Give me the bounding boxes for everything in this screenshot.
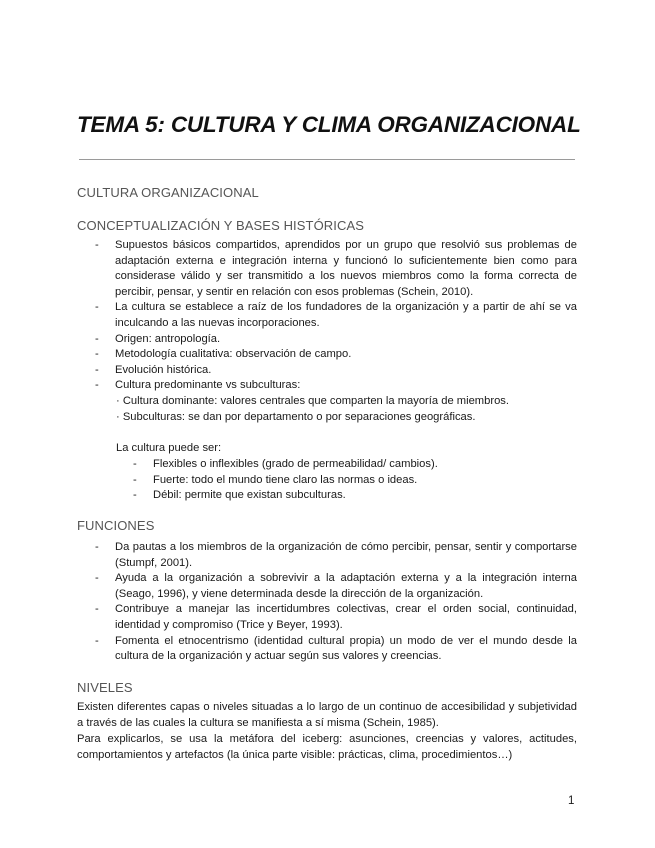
list-item: - Ayuda a la organización a sobrevivir a la adaptación externa y a la integración interna (Seago, 1996), y viene determinada desde la dirección de la organización. <box>95 571 577 602</box>
heading-funciones: FUNCIONES <box>77 518 155 533</box>
subculture-line: · Cultura dominante: valores centrales que comparten la mayoría de miembros. <box>116 395 509 407</box>
list-item: - Origen: antropología. <box>95 332 577 348</box>
page-title: TEMA 5: CULTURA Y CLIMA ORGANIZACIONAL <box>77 112 581 137</box>
funciones-list <box>95 540 577 665</box>
list-item: - Supuestos básicos compartidos, aprendidos por un grupo que resolvió sus problemas de adaptación externa e integración interna y funcionó lo suficientemente bien como para considerase válido y ser transmitido a los nuevos miembros como la forma correcta de percibir, pensar, y sentir en relación con esos problemas (Schein, 2010). <box>95 238 577 300</box>
list-item: - Da pautas a los miembros de la organización de cómo percibir, pensar, sentir y comportarse (Stumpf, 2001). <box>95 540 577 571</box>
list-item: - Fuerte: todo el mundo tiene claro las normas o ideas. <box>133 473 573 489</box>
list-item: - Cultura predominante vs subculturas: <box>95 378 577 394</box>
subculture-line: · Subculturas: se dan por departamento o por separaciones geográficas. <box>116 411 476 423</box>
list-item: - Débil: permite que existan subculturas. <box>133 488 573 504</box>
page-number: 1 <box>568 795 575 807</box>
niveles-paragraph: Existen diferentes capas o niveles situadas a lo largo de un continuo de accesibilidad y subjetividad a través de las cuales la cultura se manifiesta a sí misma (Schein, 1985). <box>77 701 577 729</box>
list-item: - Contribuye a manejar las incertidumbres colectivas, crear el orden social, continuidad, identidad y compromiso (Trice y Beyer, 1993). <box>95 602 577 633</box>
niveles-paragraph: Para explicarlos, se usa la metáfora del iceberg: asunciones, creencias y valores, actitudes, comportamientos y artefactos (la única parte visible: prácticas, clima, procedimientos…) <box>77 733 577 761</box>
cultura-puede-ser-label: La cultura puede ser: <box>116 442 222 454</box>
cultura-tipos-list <box>133 457 573 504</box>
list-item: - Evolución histórica. <box>95 363 577 379</box>
heading-conceptualizacion: CONCEPTUALIZACIÓN Y BASES HISTÓRICAS <box>77 218 365 233</box>
title-divider <box>79 159 575 160</box>
list-item: - La cultura se establece a raíz de los fundadores de la organización y a partir de ahí se va inculcando a las nuevas incorporaciones. <box>95 300 577 331</box>
list-item: - Fomenta el etnocentrismo (identidad cultural propia) un modo de ver el mundo desde la cultura de la organización y actuar según sus valores y creencias. <box>95 634 577 665</box>
heading-cultura-organizacional: CULTURA ORGANIZACIONAL <box>77 185 259 200</box>
list-item: - Flexibles o inflexibles (grado de permeabilidad/ cambios). <box>133 457 573 473</box>
list-item: - Metodología cualitativa: observación de campo. <box>95 347 577 363</box>
heading-niveles: NIVELES <box>77 680 133 695</box>
conceptualizacion-list <box>95 238 577 394</box>
